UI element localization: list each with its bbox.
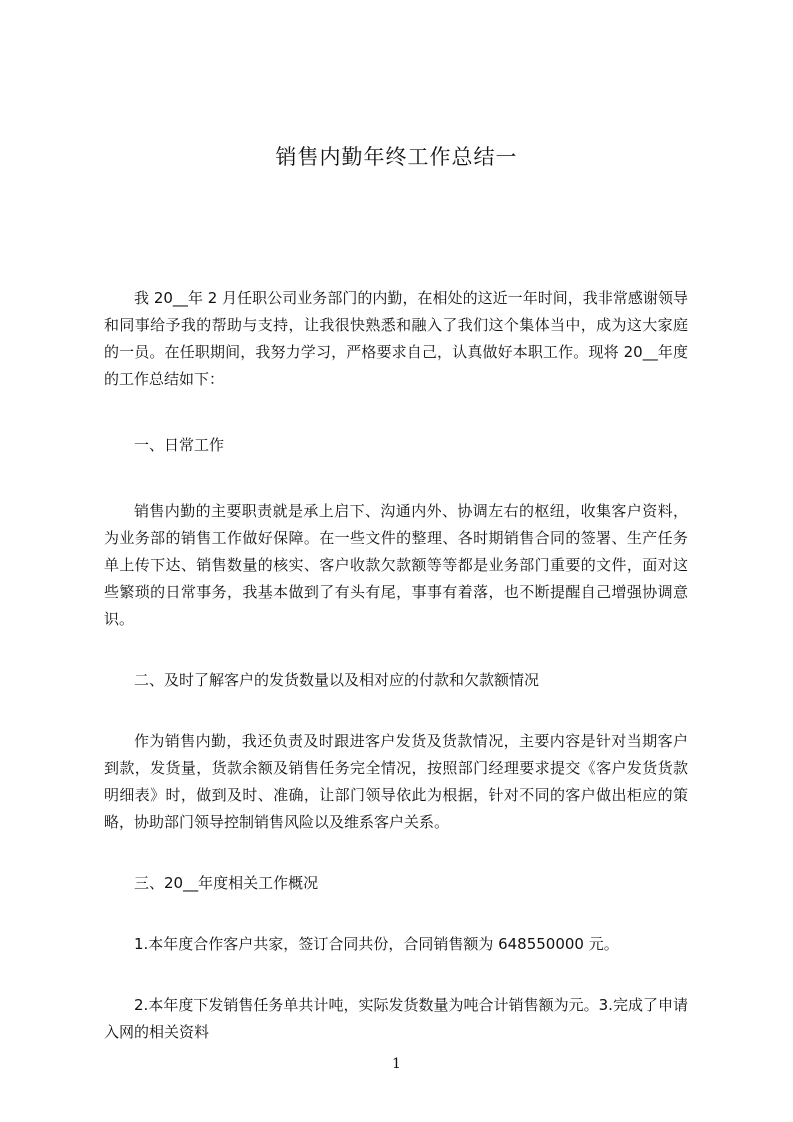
section-3-heading: 三、20__年度相关工作概况 (134, 874, 319, 892)
section-1-paragraph: 销售内勤的主要职责就是承上启下、沟通内外、协调左右的枢纽，收集客户资料，为业务部的销售工作做好保障。在一些文件的整理、各时期销售合同的签署、生产任务单上传下达、销售数量的核实、客户收款欠款额等等都是业务部门重要的文件，面对这些繁琐的日常事务，我基本做到了有头有尾，事事有着落，也不断提醒自己增强协调意识。 (104, 502, 688, 628)
document-body (104, 285, 688, 1046)
page-number: 1 (392, 1056, 401, 1072)
section-1-heading: 一、日常工作 (134, 436, 225, 454)
section-3-item-2: 2.本年度下发销售任务单共计吨，实际发货数量为吨合计销售额为元。3.完成了申请入网的相关资料 (104, 996, 688, 1041)
section-2-heading: 二、及时了解客户的发货数量以及相对应的付款和欠款额情况 (134, 671, 540, 689)
section-3-item-1: 1.本年度合作客户共家，签订合同共份，合同销售额为 648550000 元。 (134, 935, 619, 953)
section-2-paragraph: 作为销售内勤，我还负责及时跟进客户发货及货款情况，主要内容是针对当期客户到款，发货量，货款余额及销售任务完全情况，按照部门经理要求提交《客户发货货款明细表》时，做到及时、准确，让部门领导依此为根据，针对不同的客户做出柜应的策略，协助部门领导控制销售风险以及维系客户关系。 (104, 732, 688, 831)
intro-paragraph: 我 20__年 2 月任职公司业务部门的内勤，在相处的这近一年时间，我非常感谢领导和同事给予我的帮助与支持，让我很快熟悉和融入了我们这个集体当中，成为这大家庭的一员。在任职期间，我努力学习，严格要求自己，认真做好本职工作。现将 20__年度的工作总结如下： (104, 289, 688, 388)
document-title: 销售内勤年终工作总结一 (275, 145, 518, 169)
